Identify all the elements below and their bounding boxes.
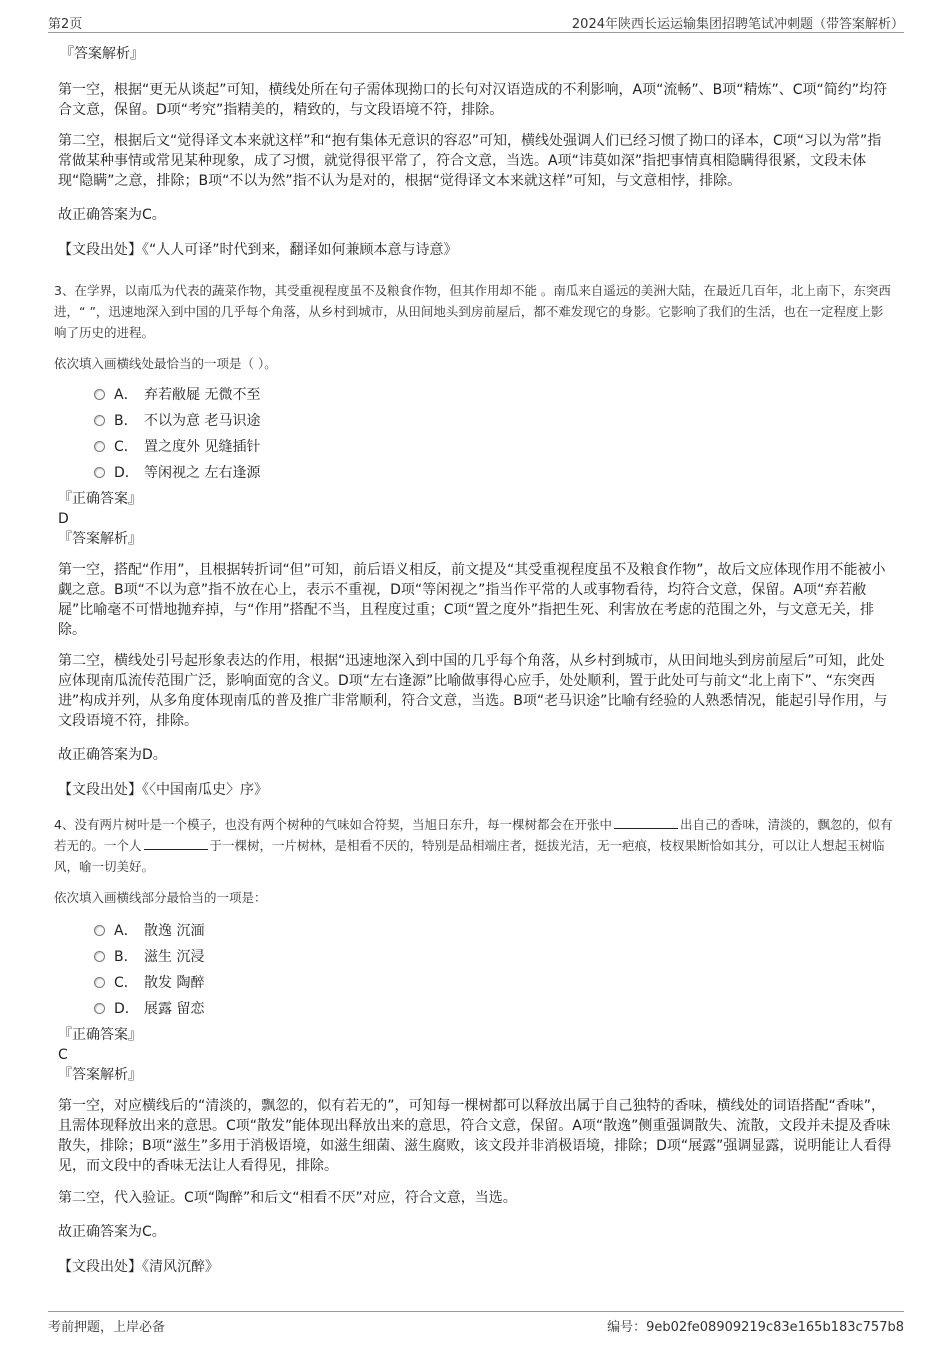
q4-option-b[interactable] [94, 943, 894, 969]
page-footer [48, 1311, 904, 1334]
q2-analysis-para1: 第一空，根据“更无从谈起”可知，横线处所在句子需体现拗口的长句对汉语造成的不利影响，A项“流畅”、B项“精炼”、C项“简约”均符合文意，保留。D项“考究”指精美的，精致的，与文段语境不符，排除。 [58, 82, 887, 118]
q4-prompt: 依次填入画横线部分最恰当的一项是： [54, 890, 267, 905]
q3-option-b[interactable] [94, 407, 894, 433]
q3-analysis-label: 『答案解析』 [58, 531, 142, 547]
q4-source: 【文段出处】《清风沉醉》 [58, 1259, 219, 1275]
q2-analysis-label: 『答案解析』 [60, 46, 144, 62]
radio-icon[interactable] [94, 925, 105, 936]
page-content [54, 44, 894, 1277]
q3-conclusion: 故正确答案为D。 [58, 747, 167, 763]
radio-icon[interactable] [94, 467, 105, 478]
radio-icon[interactable] [94, 977, 105, 988]
option-text: 滋生 沉浸 [144, 949, 205, 965]
q3-prompt: 依次填入画横线处最恰当的一项是（ ）。 [54, 356, 277, 371]
option-text: 弃若敝屣 无微不至 [144, 387, 261, 403]
option-text: 散发 陶醉 [144, 975, 205, 991]
q4-analysis-para2: 第二空，代入验证。C项“陶醉”和后文“相看不厌”对应，符合文意，当选。 [58, 1190, 517, 1206]
radio-icon[interactable] [94, 441, 105, 452]
q3-correct-answer: D [58, 511, 69, 527]
q3-correct-label: 『正确答案』 [58, 491, 142, 507]
q4-analysis-label: 『答案解析』 [58, 1067, 142, 1083]
q4-stem-part3: 于一棵树，一片树林，是相看不厌的，特别是品相端庄者，挺拔光洁，无一疤痕，枝杈果断恰如其分，可以让人想起玉树临风，喻一切美好。 [54, 838, 885, 874]
q3-option-c[interactable] [94, 433, 894, 459]
option-letter: B． [114, 413, 138, 429]
q3-analysis-para1: 第一空，搭配“作用”，且根据转折词“但”可知，前后语义相反，前文提及“其受重视程度虽不及粮食作物”，故后文应体现作用不能被小觑之意。B项“不以为意”指不放在心上，表示不重视，D项“等闲视之”指当作平常的人或事物看待，均符合文意，保留。A项“弃若敝屣”比喻毫不可惜地抛弃掉，与“作用”搭配不当，且程度过重；C项“置之度外”指把生死、利害放在考虑的范围之外，与文意无关，排除。 [58, 562, 886, 638]
q4-option-d[interactable] [94, 995, 894, 1021]
page-header [48, 10, 904, 33]
option-text: 等闲视之 左右逢源 [144, 465, 261, 481]
q4-option-c[interactable] [94, 969, 894, 995]
q4-correct-answer: C [58, 1047, 68, 1063]
page-number: 第2页 [48, 17, 83, 32]
q4-conclusion: 故正确答案为C。 [58, 1224, 166, 1240]
option-letter: C． [114, 975, 138, 991]
q3-option-d[interactable] [94, 459, 894, 485]
option-letter: D． [114, 465, 139, 481]
q4-stem-part2: 出自己的香味，清淡的，飘忽的，似有若无的。一个人 [54, 817, 893, 853]
blank-line [144, 837, 208, 850]
radio-icon[interactable] [94, 951, 105, 962]
radio-icon[interactable] [94, 415, 105, 426]
option-letter: A． [114, 387, 138, 403]
q3-option-a[interactable] [94, 381, 894, 407]
q2-source: 【文段出处】《“人人可译”时代到来，翻译如何兼顾本意与诗意》 [58, 242, 458, 258]
q3-stem: 3、在学界，以南瓜为代表的蔬菜作物，其受重视程度虽不及粮食作物，但其作用却不能 。南瓜来自遥远的美洲大陆，在最近几百年，北上南下，东突西进，“ ”，迅速地深入到中国的几乎每个角落，从乡村到城市，从田间地头到房前屋后，都不难发现它的身影。它影响了我们的生活，也在一定程度上影响了历史的进程。 [54, 283, 891, 340]
q4-option-a[interactable] [94, 917, 894, 943]
q4-options [94, 917, 894, 1021]
q3-options [94, 381, 894, 485]
q3-analysis-para2: 第二空，横线处引号起形象表达的作用，根据“迅速地深入到中国的几乎每个角落，从乡村到城市，从田间地头到房前屋后”可知，此处应体现南瓜流传范围广泛，影响面宽的含义。D项“左右逢源”比喻做事得心应手，处处顺利，置于此处可与前文“北上南下”、“东突西进”构成并列，从多角度体现南瓜的普及推广非常顺利，符合文意，当选。B项“老马识途”比喻有经验的人熟悉情况，能起引导作用，与文段语境不符，排除。 [58, 653, 888, 729]
document-id: 编号：9eb02fe08909219c83e165b183c757b8 [607, 1320, 904, 1335]
q2-conclusion: 故正确答案为C。 [58, 207, 166, 223]
q4-analysis-para1: 第一空，对应横线后的“清淡的，飘忽的，似有若无的”，可知每一棵树都可以释放出属于自己独特的香味，横线处的词语搭配“香味”，且需体现释放出来的意思。C项“散发”能体现出释放出来的意思，符合文意，保留。A项“散逸”侧重强调散失、流散，文段并未提及香味散失，排除；B项“滋生”多用于消极语境，如滋生细菌、滋生腐败，该文段并非消极语境，排除；D项“展露”强调显露，说明能让人看得见，而文段中的香味无法让人看得见，排除。 [58, 1098, 892, 1174]
option-letter: B． [114, 949, 138, 965]
option-text: 散逸 沉湎 [144, 923, 205, 939]
blank-line [614, 816, 678, 829]
option-letter: A． [114, 923, 138, 939]
option-text: 置之度外 见缝插针 [144, 439, 261, 455]
footer-slogan: 考前押题，上岸必备 [48, 1320, 166, 1335]
radio-icon[interactable] [94, 1003, 105, 1014]
q4-stem-part1: 4、没有两片树叶是一个模子，也没有两个树种的气味如合符契，当旭日东升，每一棵树都会在开张中 [54, 817, 612, 832]
q4-stem [54, 814, 894, 877]
option-letter: C． [114, 439, 138, 455]
q2-analysis-para2: 第二空，根据后文“觉得译文本来就这样”和“抱有集体无意识的容忍”可知，横线处强调人们已经习惯了拗口的译本，C项“习以为常”指常做某种事情或常见某种现象，成了习惯，就觉得很平常了，符合文意，当选。A项“讳莫如深”指把事情真相隐瞒得很紧，文段未体现“隐瞒”之意，排除；B项“不以为然”指不认为是对的，根据“觉得译文本来就这样”可知，与文意相悖，排除。 [58, 133, 882, 189]
option-text: 不以为意 老马识途 [144, 413, 261, 429]
radio-icon[interactable] [94, 389, 105, 400]
document-title: 2024年陕西长运运输集团招聘笔试冲刺题（带答案解析） [571, 17, 904, 32]
q4-correct-label: 『正确答案』 [58, 1027, 142, 1043]
q3-source: 【文段出处】《〈中国南瓜史〉序》 [58, 782, 268, 798]
option-text: 展露 留恋 [144, 1001, 205, 1017]
option-letter: D． [114, 1001, 139, 1017]
